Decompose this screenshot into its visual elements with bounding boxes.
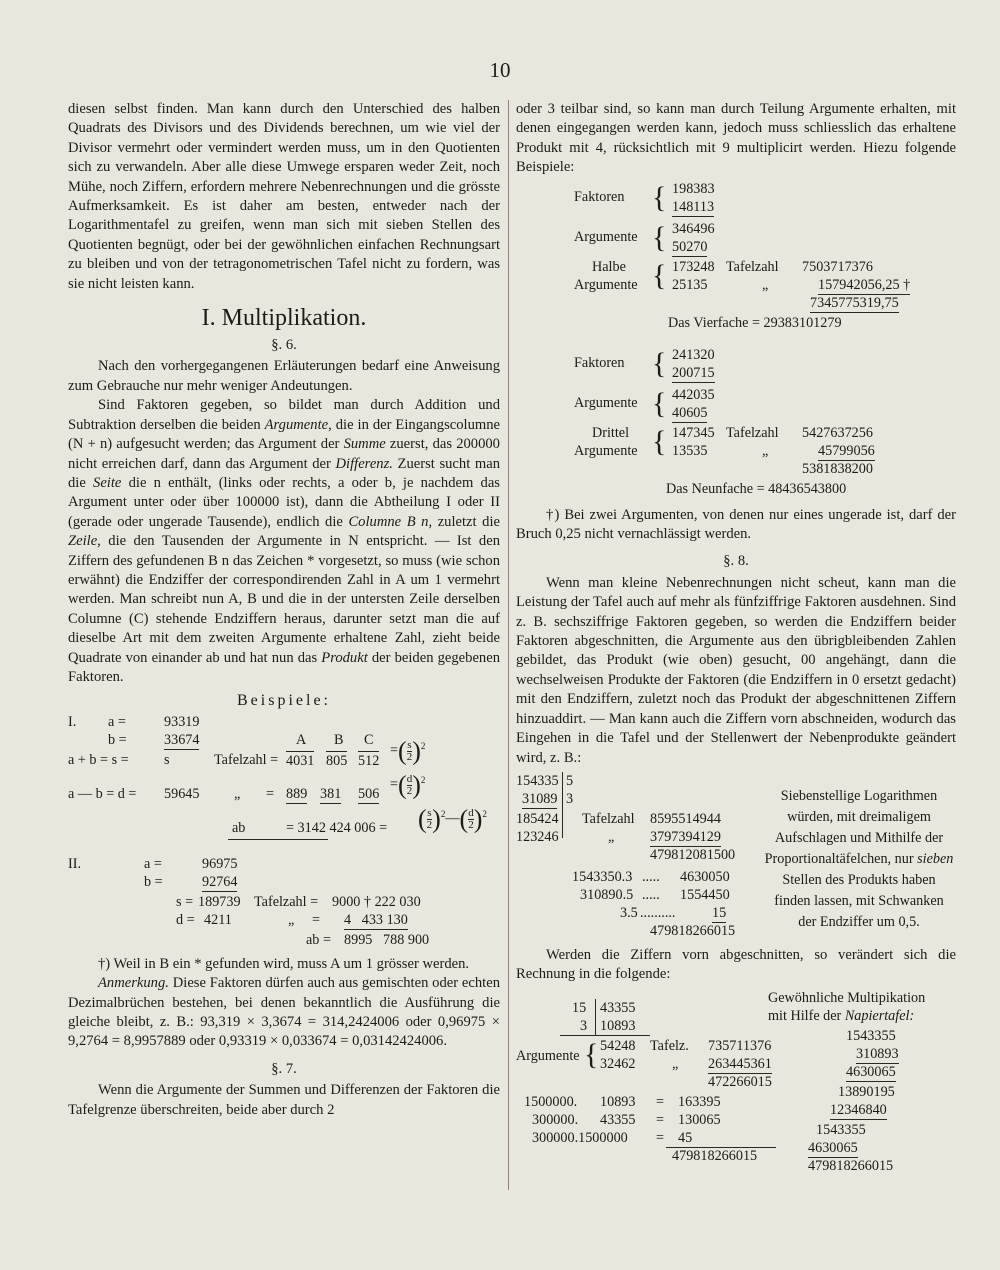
label-sum: a + b = s =: [68, 751, 129, 768]
left-column: [68, 100, 500, 1120]
label-s: s =: [176, 893, 194, 910]
label-drittel: Drittel: [592, 424, 630, 441]
napier-partial-3: 12346840: [830, 1101, 887, 1118]
note-label: Anmerkung.: [98, 975, 169, 992]
equals-sign: =: [266, 785, 275, 802]
example-d: [516, 987, 956, 1174]
equals-sign: =: [390, 776, 399, 793]
separator-line: [562, 772, 563, 838]
fraction-numerator: s: [407, 738, 412, 751]
text-run: die den Tausenden der Argumente in N entspricht. — Ist den Ziffern des gefundenen B n das Zeichen * vorgesetzt, so muss (wie schon erwähnt) die Endziffer der correspondirenden Zahl in A um 1 vermehrt werden. Man schreibt nun A, B und die in der untersten Zeile derselben Columne (C) stehende Endziffern heraus, darunter setzt man die auf dieselbe Art mit dem zweiten Argumente erhaltene Zahl, zieht beide Quadrate von einander ab und hat nun das: [68, 533, 500, 666]
label-d: d =: [176, 911, 195, 928]
factor-2-head: 31089: [522, 790, 558, 807]
factor-2-head: 3: [580, 1017, 588, 1034]
partial-product-2: 130065: [678, 1111, 721, 1128]
ditto-mark: „: [762, 276, 769, 293]
fraction-numerator: d: [406, 772, 413, 785]
napier-title: Gewöhnliche Multipikation: [768, 989, 926, 1006]
leader-dots: ..........: [640, 904, 676, 921]
text-run-italic: Summe: [343, 436, 386, 453]
text-run: die n enthält, (links oder rechts, a oder b, je nachdem das Argument unter oder über 100000 ist), dann die Abtheilung I oder II (gerade oder ungerade Tausende), endlich die: [68, 474, 500, 530]
equals-sign: =: [312, 911, 321, 928]
label-b: b =: [144, 873, 163, 890]
label-a: a =: [144, 855, 162, 872]
partial-product-1: 163395: [678, 1093, 721, 1110]
example-c: [516, 772, 956, 942]
value-ab: = 3142 424 006 =: [286, 819, 388, 836]
napier-partial-2: 13890195: [838, 1083, 895, 1100]
example-1-label: I.: [68, 713, 77, 730]
left-paragraph-2: Nach den vorhergegangenen Erläuterungen bedarf eine Anweisung zum Gebrauche nur mehr weniger Andeutungen.: [68, 358, 500, 394]
tafel-value-2: 263445361: [708, 1055, 772, 1072]
fraction-denominator: 2: [406, 750, 413, 763]
text-run: der beiden gegebenen Faktoren.: [68, 649, 501, 685]
tafelzahl-label: Tafelzahl: [582, 810, 635, 827]
factor-1-tail: 5: [566, 772, 574, 789]
text-run-italic: Differenz.: [335, 455, 393, 472]
argument-2: 32462: [600, 1055, 636, 1072]
fraction-d-half-squared: =( $\frac{d}{2}$ )$^2$: [390, 770, 426, 800]
value-d-c: 506: [358, 785, 380, 802]
ditto-mark: „: [234, 785, 241, 802]
right-footnote: †) Bei zwei Argumenten, von denen nur eines ungerade ist, darf der Bruch 0,25 nicht vernachlässigt werden.: [516, 506, 956, 543]
napier-partial-4: 1543355: [816, 1121, 866, 1138]
argument-2: 50270: [672, 238, 708, 255]
tafel-value-2: 3797394129: [650, 828, 721, 845]
fraction-denominator: 2: [468, 818, 474, 831]
argument-difference: 123246: [516, 828, 559, 845]
equals-sign: =: [390, 742, 399, 759]
left-paragraph-3: [68, 396, 500, 687]
napier-total: 479818266015: [808, 1157, 894, 1174]
rule: [560, 1035, 650, 1036]
tafelzahl-label: Tafelzahl =: [214, 751, 279, 768]
ditto-mark: „: [288, 911, 295, 928]
right-paragraph-2: Wenn man kleine Nebenrechnungen nicht scheut, kann man die Leistung der Tafel auch auf mehr als fünfziffrige Faktoren ausdehnen. Sind z. B. sechsziffrige Faktoren gegeben, so werden die Endziffern beider Faktoren abgeschnitten, die Argumente aus den übrigbleibenden Zahlen gebildet, das Produkt (wie oben) gesucht, 00 angehängt, dann die wechselweisen Produkte der Faktoren (die Endziffern in 0 ersetzt gedacht) mit den Endziffern, zuletzt noch das Produkt der abgeschnittenen Ziffern hinzuaddirt. — Man kann auch die Ziffern vorn abschneiden, wodurch das Eingehen in die Tafel und der Stellenwert der Nebenprodukte geändert wird, z. B.:: [516, 574, 956, 766]
left-note: [68, 974, 500, 1052]
factor-2-tail: 3: [566, 790, 574, 807]
section-number-7: §. 7.: [271, 1060, 297, 1077]
brace: {: [652, 220, 667, 254]
tafel-difference: 472266015: [708, 1073, 772, 1090]
equals-sign: =: [656, 1093, 665, 1110]
value-s-b: 805: [326, 752, 348, 769]
fraction-numerator: s: [427, 806, 432, 819]
left-paragraph-1: diesen selbst finden. Man kann durch den Unterschied des halben Quadrats des Divisors und des Dividends berechnen, um wie viel der Divisor vermehrt oder vermindert werden muss, um in den Quotienten sich zu verwandeln. Aber alle diese Umwege ersparen weder Zeit, noch Mühe, noch Ziffern, erfordern mehrere Nebenrechnungen und die grösste Aufmerksamkeit. Es ist daher am besten, entweder nach der Logarithmentafel zu greifen, wenn man sich mit sieben Stellen des Quotienten begnügt, oder bei der gewöhnlichen einfachen Rechnungsart zu bleiben und von der tetragonometrischen Tafel nicht zu fordern, was sie nicht leisten kann.: [68, 101, 500, 292]
partial-product-1: 4630050: [680, 868, 730, 885]
partial-factor-1: 1500000.: [524, 1093, 578, 1110]
value-s: s: [164, 751, 170, 768]
examples-heading: Beispiele:: [237, 692, 331, 710]
tafel-difference: 5381838200: [802, 460, 873, 477]
napier-multiplier: 310893: [856, 1045, 899, 1062]
result-neunfache: Das Neunfache = 48436543800: [666, 480, 847, 497]
partial-product-3-factors: 3.5: [620, 904, 638, 921]
factor-1: 241320: [672, 346, 715, 363]
tafel-value-2: 45799056: [818, 442, 875, 459]
example-2: [68, 855, 500, 951]
brace: {: [652, 424, 667, 458]
exponent: 2: [440, 808, 446, 819]
value-d: 59645: [164, 785, 200, 802]
value-a: 96975: [202, 855, 238, 872]
partial-factor-2: 43355: [600, 1111, 636, 1128]
text-run: Siebenstellige Logarithmen würden, mit dreimaligem Aufschlagen und Mithilfe der Proportionaltäfelchen, nur: [764, 787, 944, 867]
example-a: [516, 178, 956, 338]
section-number-8: §. 8.: [723, 553, 749, 570]
brace: {: [584, 1037, 599, 1071]
value-b: 92764: [202, 873, 238, 890]
right-paragraph-1: oder 3 teilbar sind, so kann man durch Teilung Argumente erhalten, mit denen eingegangen werden kann, jedoch muss schliesslich das erhaltene Produkt mit 4, rücksichtlich mit 9 multiplicirt werden. Hiezu folgende Beispiele:: [516, 101, 956, 176]
section-heading: I. Multiplikation.: [201, 305, 367, 332]
column-divider: [508, 100, 509, 1190]
text-run-italic: Seite: [93, 474, 122, 491]
tafelzahl-label: Tafelzahl: [726, 424, 779, 441]
ditto-mark: „: [672, 1055, 679, 1072]
result-vierfache: Das Vierfache = 29383101279: [668, 314, 842, 331]
partial-product-1-factors: 1543350.3: [572, 868, 633, 885]
leader-dots: .....: [642, 886, 660, 903]
tafel-difference: 7345775319,75: [810, 294, 899, 311]
label-b: b =: [108, 731, 127, 748]
third-argument-2: 13535: [672, 442, 708, 459]
factor-1: 198383: [672, 180, 715, 197]
leader-dots: .....: [642, 868, 660, 885]
exponent: 2: [420, 774, 426, 785]
value-s-tafel: 9000 † 222 030: [332, 893, 421, 910]
fraction-denominator: 2: [426, 818, 433, 831]
factor-2-tail: 10893: [600, 1017, 636, 1034]
equals-sign: =: [656, 1129, 665, 1146]
text-run-italic: Columne B n,: [348, 513, 433, 530]
note-text: Diese Faktoren dürfen auch aus gemischten oder echten Dezimalbrüchen bestehen, bei denen bekanntlich die Ausführung die gleiche bleibt, z. B.: 93,319 × 3,3674 = 314,2424006 oder 0,96975 × 9,2764 = 8,9957889 oder 0,93319 × 0,033674 = 0,03142424006.: [68, 975, 500, 1050]
value-d-b: 381: [320, 785, 342, 802]
example-b: [516, 344, 956, 504]
product-total: 479818266015: [650, 922, 736, 939]
text-run: mit Hilfe der: [768, 1007, 845, 1024]
partial-factors-3: 300000.1500000: [532, 1129, 628, 1146]
argument-sum: 185424: [516, 810, 559, 827]
factor-2: 148113: [672, 198, 715, 215]
tafelzahl-label: Tafelzahl =: [254, 893, 319, 910]
tafel-value-1: 5427637256: [802, 424, 873, 441]
tafel-difference: 479812081500: [650, 846, 736, 863]
text-run: Zuerst sucht man die: [68, 455, 500, 491]
label-halbe: Halbe: [592, 258, 626, 275]
column-label-b: B: [334, 731, 344, 748]
argument-1: 442035: [672, 386, 715, 403]
tafel-value-1: 735711376: [708, 1037, 772, 1054]
rule: [228, 839, 328, 840]
partial-product-3: 15: [712, 904, 727, 921]
label-faktoren: Faktoren: [574, 354, 625, 371]
example-1: [68, 713, 500, 841]
half-argument-2: 25135: [672, 276, 708, 293]
text-run: zuerst, das 200000 nicht erreichen darf, dann das Argument der: [68, 436, 500, 472]
partial-product-2: 1554450: [680, 886, 730, 903]
left-paragraph-4: Wenn die Argumente der Summen und Differenzen der Faktoren die Tafelgrenze überschreiten, beide aber durch 2: [68, 1082, 500, 1118]
label-argumente: Argumente: [574, 276, 638, 293]
page-number: 10: [489, 58, 511, 82]
value-d-tafel: 4 433 130: [344, 911, 408, 928]
napier-partial-5: 4630065: [808, 1139, 858, 1156]
value-ab: 8995 788 900: [344, 931, 430, 948]
brace: {: [652, 180, 667, 214]
right-column: [516, 100, 956, 1174]
text-run-italic: Produkt: [321, 649, 368, 666]
label-ab: ab =: [306, 931, 331, 948]
text-run-italic: Argumente: [264, 416, 329, 433]
exponent: 2: [420, 740, 426, 751]
factor-2: 200715: [672, 364, 715, 381]
tafel-value-1: 8595514944: [650, 810, 721, 827]
minus-sign: —: [445, 810, 460, 827]
argument-1: 346496: [672, 220, 715, 237]
label-difference: a — b = d =: [68, 785, 137, 802]
ditto-mark: „: [762, 442, 769, 459]
equals-sign: =: [656, 1111, 665, 1128]
text-run-italic: Zeile,: [68, 533, 101, 550]
tafel-value-2: 157942056,25 †: [818, 276, 911, 293]
fraction-numerator: d: [468, 806, 474, 819]
value-a: 93319: [164, 713, 200, 730]
product-total: 479818266015: [672, 1147, 758, 1164]
napier-subtitle: [768, 1007, 914, 1025]
argument-2: 40605: [672, 404, 708, 421]
partial-factor-1: 300000.: [532, 1111, 579, 1128]
value-d-a: 889: [286, 785, 308, 802]
label-argumente: Argumente: [574, 228, 638, 245]
factor-1-tail: 43355: [600, 999, 636, 1016]
text-run-italic: Napiertafel:: [844, 1007, 915, 1024]
partial-factor-2: 10893: [600, 1093, 636, 1110]
partial-product-2-factors: 310890.5: [580, 886, 634, 903]
ditto-mark: „: [608, 828, 615, 845]
text-run: Stellen des Produkts haben finden lassen, mit Schwanken der Endziffer um 0,5.: [774, 871, 944, 930]
tafelz-label: Tafelz.: [650, 1037, 689, 1054]
text-run: zuletzt die: [432, 513, 500, 530]
value-s-c: 512: [358, 752, 380, 769]
brace: {: [652, 346, 667, 380]
label-ab: ab: [232, 819, 246, 836]
value-b: 33674: [164, 731, 200, 748]
difference-of-squares: ( $\frac{s}{2}$ )$^2$—( $\frac{d}{2}$ )$^2$: [418, 804, 487, 834]
partial-product-3: 45: [678, 1129, 693, 1146]
brace: {: [652, 258, 667, 292]
label-argumente: Argumente: [516, 1047, 580, 1064]
napier-partial-1: 4630065: [846, 1063, 896, 1080]
separator-line: [595, 999, 596, 1035]
exponent: 2: [482, 808, 487, 819]
label-a: a =: [108, 713, 126, 730]
fraction-denominator: 2: [406, 784, 413, 797]
example-2-label: II.: [68, 855, 81, 872]
tafel-value-1: 7503717376: [802, 258, 873, 275]
factor-1-head: 154335: [516, 772, 559, 789]
napier-multiplicand: 1543355: [846, 1027, 896, 1044]
half-argument-1: 173248: [672, 258, 715, 275]
column-label-c: C: [364, 731, 374, 748]
text-run-italic: sieben: [917, 850, 954, 867]
value-s-a: 4031: [286, 752, 315, 769]
brace: {: [652, 386, 667, 420]
text-run: , die in der Eingangscolumne (N + n) aufgesucht werden; das Argument der: [68, 416, 500, 453]
value-s: 189739: [198, 893, 241, 910]
right-paragraph-3: Werden die Ziffern vorn abgeschnitten, so verändert sich die Rechnung in die folgende:: [516, 946, 956, 983]
left-footnote: †) Weil in B ein * gefunden wird, muss A um 1 grösser werden.: [98, 955, 470, 972]
tafelzahl-label: Tafelzahl: [726, 258, 779, 275]
section-number-6: §. 6.: [271, 337, 297, 354]
value-d: 4211: [204, 911, 232, 928]
third-argument-1: 147345: [672, 424, 715, 441]
side-note: [764, 786, 954, 933]
label-faktoren: Faktoren: [574, 188, 625, 205]
column-label-a: A: [296, 731, 307, 748]
factor-1-head: 15: [572, 999, 587, 1016]
text-run: Sind Faktoren gegeben, so bildet man durch Addition und Subtraktion derselben die beiden: [68, 397, 500, 433]
label-argumente: Argumente: [574, 442, 638, 459]
label-argumente: Argumente: [574, 394, 638, 411]
fraction-s-half-squared: =( $\frac{s}{2}$ )$^2$: [390, 736, 426, 766]
argument-1: 54248: [600, 1037, 636, 1054]
